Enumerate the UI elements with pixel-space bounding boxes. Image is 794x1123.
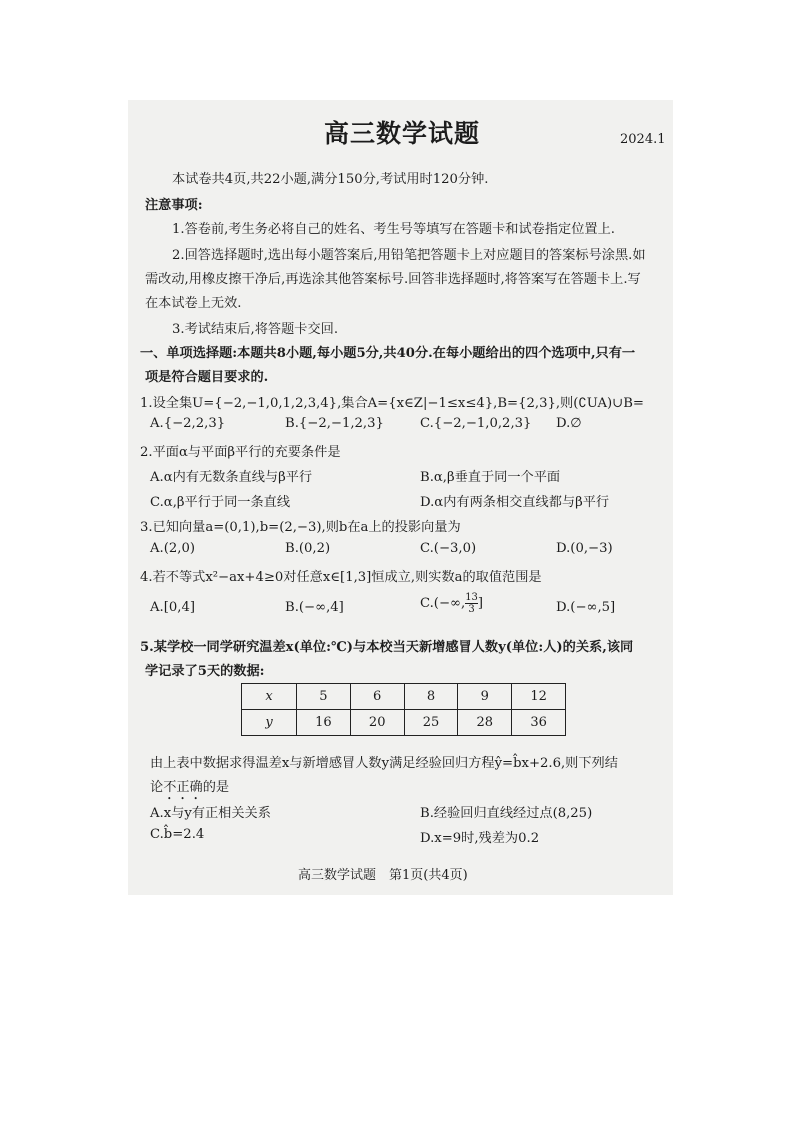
page-title: 高三数学试题 [324, 119, 481, 148]
table-cell: 12 [512, 684, 566, 710]
note-item-2-line-1: 2.回答选择题时,选出每小题答案后,用铅笔把答题卡上对应题目的答案标号涂黑.如 [172, 248, 646, 263]
question-3-option-c: C.(−3,0) [420, 541, 477, 556]
exam-date: 2024.1 [620, 132, 666, 147]
question-5-description-line-1: 由上表中数据求得温差x与新增感冒人数y满足经验回归方程ŷ=b̂x+2.6,则下列结 [150, 756, 618, 771]
data-table [241, 683, 566, 736]
question-3-stem: 3.已知向量a=(0,1),b=(2,−3),则b在a上的投影向量为 [140, 520, 461, 535]
question-5-option-d: D.x=9时,残差为0.2 [420, 831, 540, 846]
question-3-option-b: B.(0,2) [285, 541, 331, 556]
table-cell: 16 [297, 710, 351, 736]
table-cell: 20 [350, 710, 404, 736]
table-cell: 28 [458, 710, 512, 736]
section-heading-line-1: 一、单项选择题:本题共8小题,每小题5分,共40分.在每小题给出的四个选项中,只有一 [140, 346, 636, 361]
table-cell: 9 [458, 684, 512, 710]
question-4-option-a: A.[0,4] [150, 600, 195, 615]
question-4-stem: 4.若不等式x²−ax+4≥0对任意x∈[1,3]恒成立,则实数a的取值范围是 [140, 570, 542, 585]
fraction-denominator: 3 [465, 603, 478, 615]
notes-heading: 注意事项: [145, 198, 203, 213]
question-4-option-d: D.(−∞,5] [556, 600, 616, 615]
question-1-option-d: D.∅ [556, 416, 582, 431]
question-5-line-1: 5.某学校一同学研究温差x(单位:℃)与本校当天新增感冒人数y(单位:人)的关系,该同 [140, 640, 634, 655]
note-item-2-line-2: 需改动,用橡皮擦干净后,再选涂其他答案标号.回答非选择题时,将答案写在答题卡上.写 [145, 272, 641, 287]
question-1-stem: 1.设全集U={−2,−1,0,1,2,3,4},集合A={x∈Z|−1≤x≤4},B={2,3},则(∁UA)∪B= [140, 396, 644, 411]
table-row-label: x [242, 684, 297, 710]
note-item-2-line-3: 在本试卷上无效. [145, 296, 242, 311]
question-2-option-d: D.α内有两条相交直线都与β平行 [420, 495, 610, 510]
question-4-option-c [420, 592, 483, 615]
table-cell: 36 [512, 710, 566, 736]
table-row-x [242, 684, 566, 710]
section-heading-line-2: 项是符合题目要求的. [145, 370, 269, 385]
table-cell: 25 [404, 710, 458, 736]
table-cell: 6 [350, 684, 404, 710]
question-3-option-d: D.(0,−3) [556, 541, 613, 556]
intro-text: 本试卷共4页,共22小题,满分150分,考试用时120分钟. [172, 172, 489, 187]
page-footer: 高三数学试题 第1页(共4页) [298, 868, 468, 883]
question-1-option-b: B.{−2,−1,2,3} [285, 416, 384, 431]
fraction [465, 592, 478, 615]
question-5-description-line-2 [150, 776, 229, 803]
note-item-1: 1.答卷前,考生务必将自己的姓名、考生号等填写在答题卡和试卷指定位置上. [172, 222, 615, 237]
note-item-3: 3.考试结束后,将答题卡交回. [172, 322, 339, 337]
question-1-option-c: C.{−2,−1,0,2,3} [420, 416, 532, 431]
table-cell: 5 [297, 684, 351, 710]
table-row-y [242, 710, 566, 736]
fraction-numerator: 13 [465, 592, 478, 603]
emphasized-text: 不正确 [163, 780, 203, 795]
question-2-option-c: C.α,β平行于同一条直线 [150, 495, 291, 510]
question-1-option-a: A.{−2,2,3} [150, 416, 226, 431]
question-2-option-b: B.α,β垂直于同一个平面 [420, 470, 561, 485]
question-5-option-a: A.x与y有正相关关系 [150, 806, 271, 821]
question-2-option-a: A.α内有无数条直线与β平行 [150, 470, 313, 485]
table-row-label: y [242, 710, 297, 736]
question-2-stem: 2.平面α与平面β平行的充要条件是 [140, 445, 341, 460]
option-c-prefix: C.(−∞, [420, 596, 466, 611]
description-suffix: 的是 [202, 780, 230, 795]
question-5-option-b: B.经验回归直线经过点(8,25) [420, 806, 593, 821]
question-4-option-b: B.(−∞,4] [285, 600, 344, 615]
description-prefix: 论 [150, 780, 164, 795]
question-5-line-2: 学记录了5天的数据: [145, 664, 265, 679]
option-c-suffix: ] [477, 596, 484, 611]
table-cell: 8 [404, 684, 458, 710]
question-5-option-c: C.b̂=2.4 [150, 827, 205, 842]
question-3-option-a: A.(2,0) [150, 541, 195, 556]
